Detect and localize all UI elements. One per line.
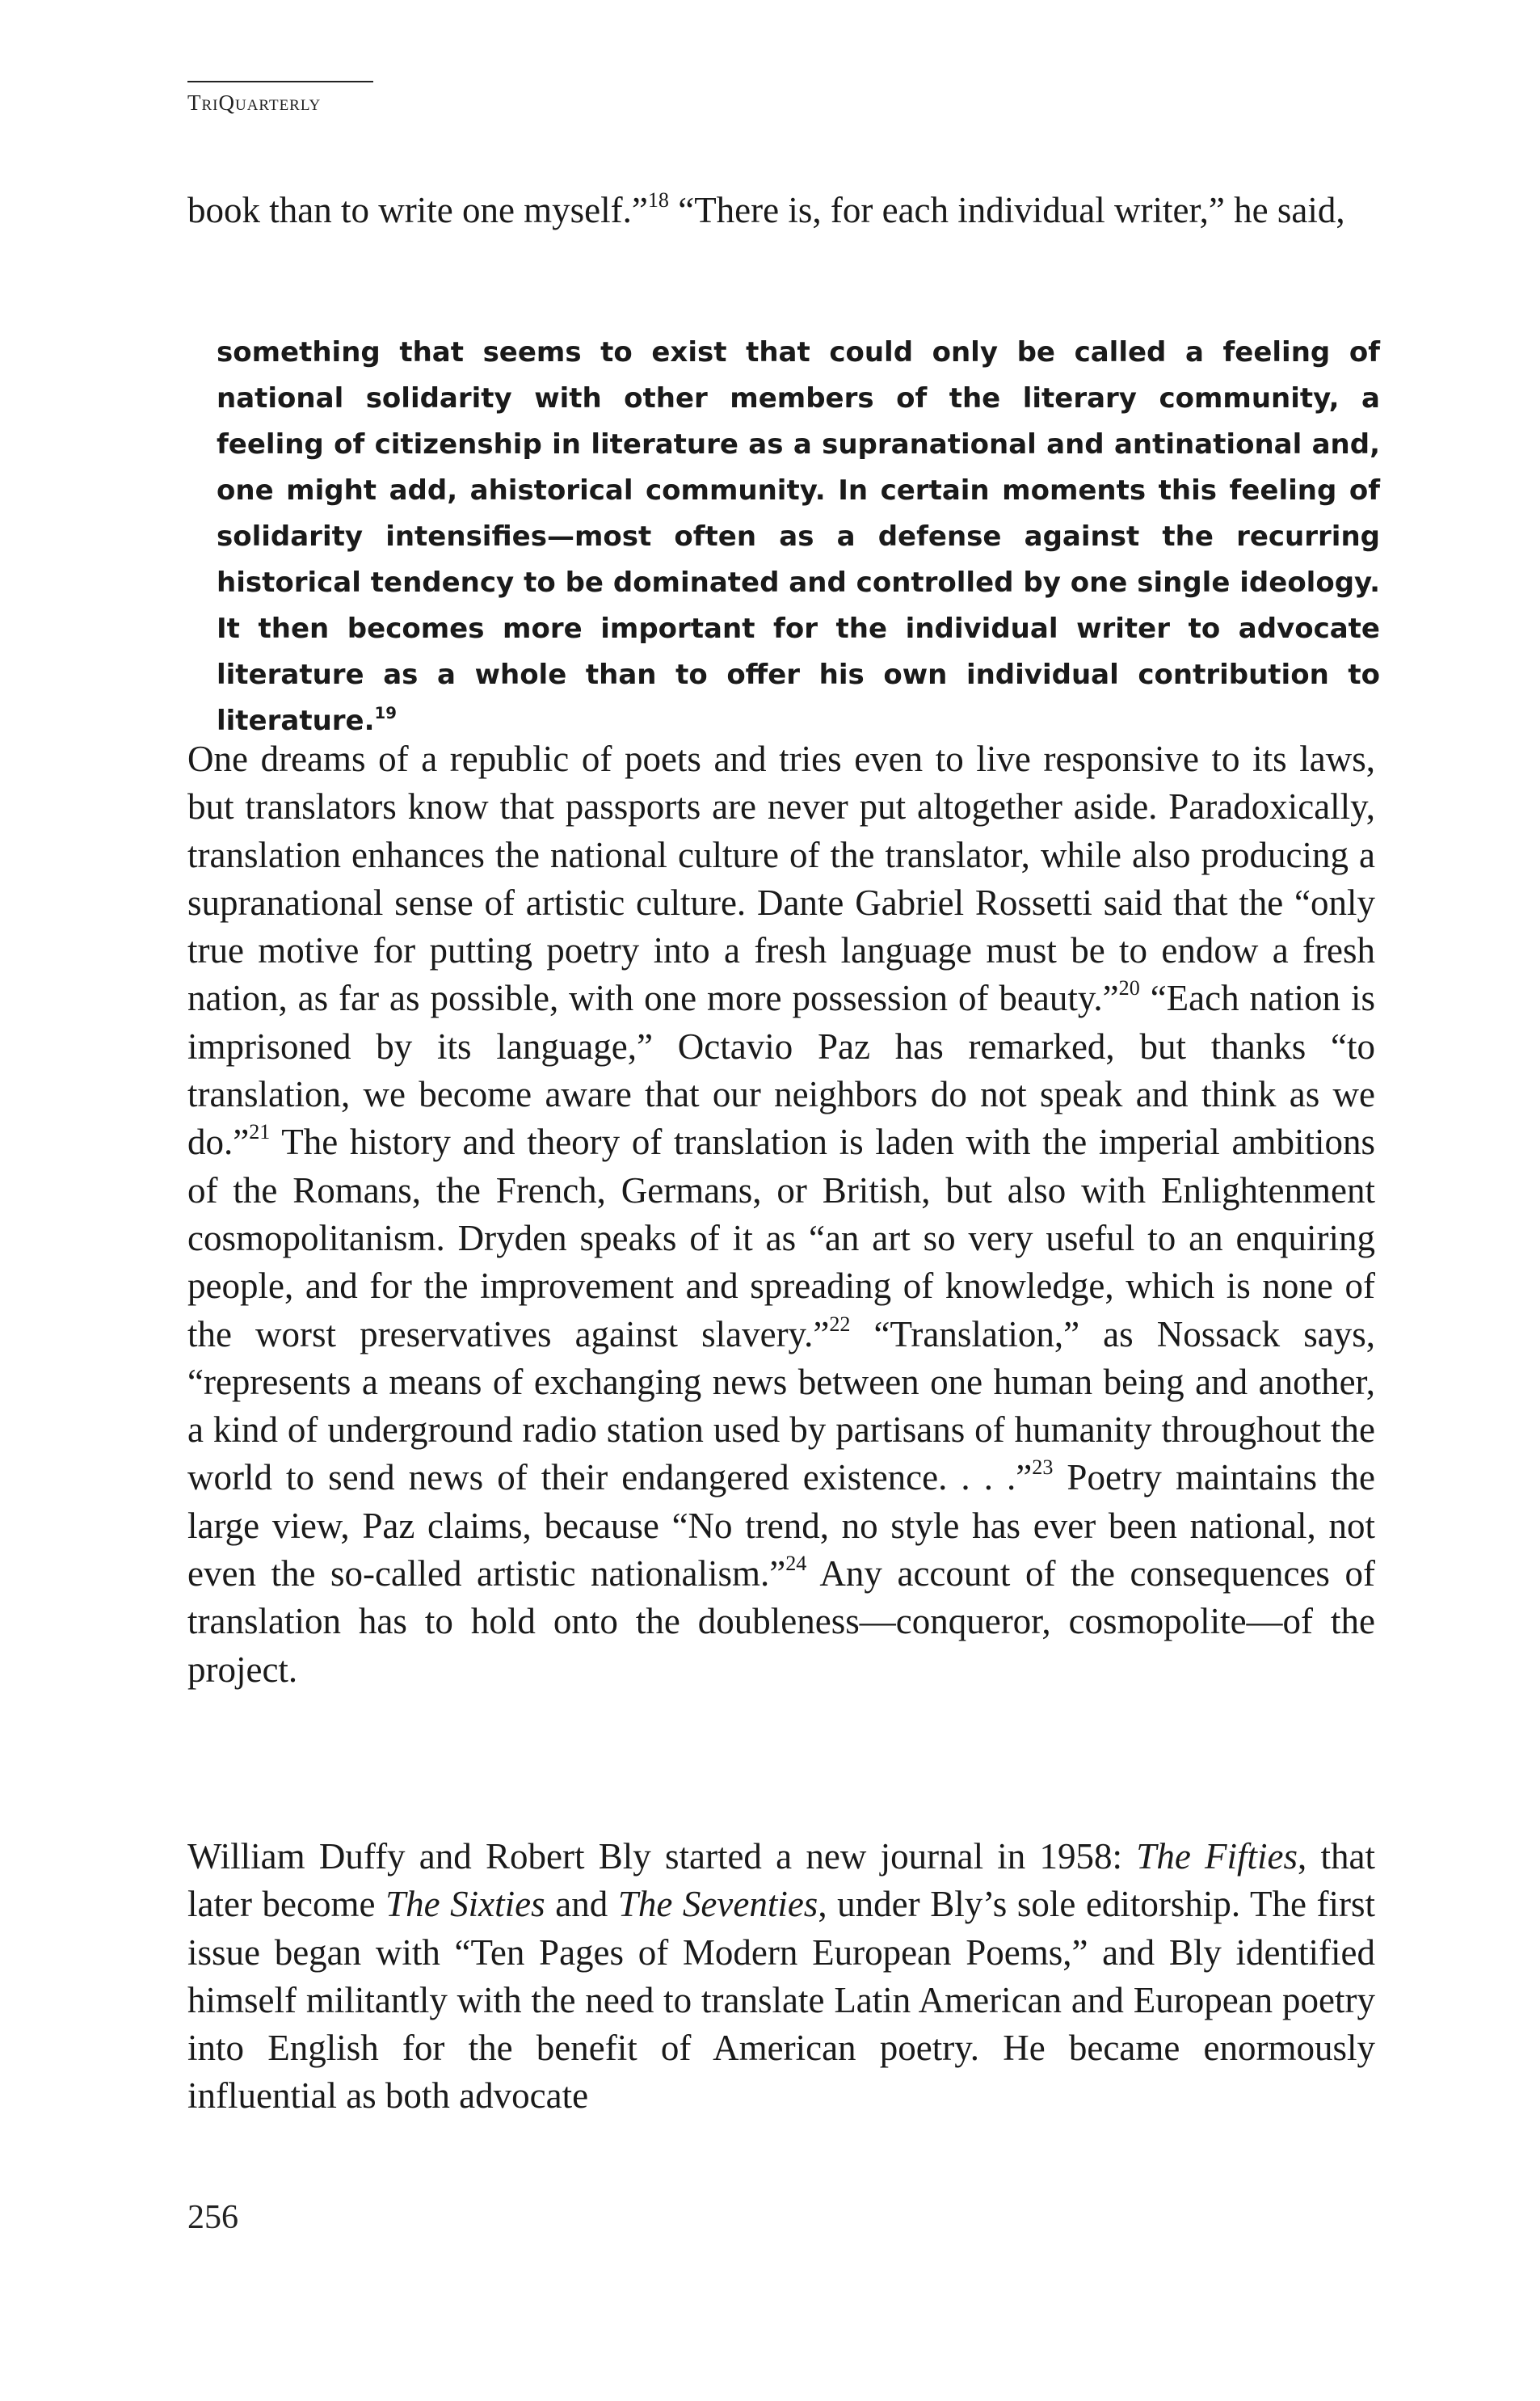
para2-text-2: , that later become <box>187 1836 1376 1925</box>
lead-paragraph <box>187 186 1375 234</box>
quote-text: something that seems to exist that could only be called a feeling of national solidarity with other members of the literary community, a feeling of citizenship in literature as a supranational and antinational and, one might add, ahistorical community. In certain moments this feeling of solidarity intensifies—most often as a defense against the recurring historical tendency to be dominated and controlled by one single ideology. It then becomes more important for the individual writer to advocate literature as a whole than to offer his own individual contribution to literature. <box>217 336 1380 737</box>
footnote-ref-23: 23 <box>1032 1455 1054 1480</box>
para2-text-1: William Duffy and Robert Bly started a new journal in 1958: <box>187 1836 1137 1877</box>
para1-sentence-3: The history and theory of translation is laden with the imperial ambitions of the Romans, the French, Germans, or British, but also with Enlightenment cosmopolitanism. Dryden speaks of it as “an art so very useful to an enquiring people, and for the improvement and spreading of knowledge, which is none of the worst preservatives against slavery.” <box>187 1122 1375 1354</box>
journal-title-fifties: The Fifties <box>1136 1836 1298 1877</box>
footnote-ref-18: 18 <box>647 188 669 213</box>
footnote-ref-24: 24 <box>785 1552 807 1576</box>
lead-text-1: book than to write one myself.” <box>187 190 648 230</box>
para1-sentence-1: One dreams of a republic of poets and tries even to live responsive to its laws, but translators know that passports are never put altogether aside. Paradoxically, translation enhances the national culture of the translator, while also producing a supranational sense of artistic culture. Dante Gabriel Rossetti said that the “only true motive for putting poetry into a fresh language must be to endow a fresh nation, as far as possible, with one more possession of beauty.” <box>187 739 1375 1019</box>
para2-text-4: , under Bly’s sole editorship. The first issue began with “Ten Pages of Modern European Poems,” and Bly identified himself militantly with the need to translate Latin American and European poetry into English for the benefit of American poetry. He became enormously influential as both advocate <box>187 1884 1376 2117</box>
header-rule <box>187 81 373 82</box>
para1-sentence-2: “Each nation is imprisoned by its language,” Octavio Paz has remarked, but thanks “to translation, we become aware that our neighbors do not speak and think as we do.” <box>187 978 1375 1163</box>
page-number: 256 <box>187 2199 238 2236</box>
journal-title-seventies: The Seventies <box>617 1884 818 1925</box>
footnote-ref-21: 21 <box>249 1120 271 1144</box>
para2-text-3: and <box>545 1884 618 1925</box>
block-quote <box>217 330 1380 744</box>
footnote-ref-19: 19 <box>374 703 397 722</box>
footnote-ref-22: 22 <box>829 1312 851 1336</box>
body-paragraph-1 <box>187 735 1375 1694</box>
lead-text-2: “There is, for each individual writer,” he said, <box>668 190 1345 230</box>
footnote-ref-20: 20 <box>1118 976 1140 1000</box>
para1-sentence-4: “Translation,” as Nossack says, “represents a means of exchanging news between one human being and another, a kind of underground radio station used by partisans of humanity throughout the world to send news of their endangered existence. . . .” <box>187 1313 1375 1498</box>
para1-sentence-6: Any account of the consequences of translation has to hold onto the doubleness—conqueror, cosmopolite—of the project. <box>187 1553 1375 1690</box>
running-head: TriQuarterly <box>187 91 322 115</box>
body-paragraph-2 <box>187 1833 1375 2121</box>
journal-title-sixties: The Sixties <box>385 1884 545 1925</box>
para1-sentence-5: Poetry maintains the large view, Paz claims, because “No trend, no style has ever been national, not even the so-called artistic nationalism.” <box>187 1457 1375 1594</box>
